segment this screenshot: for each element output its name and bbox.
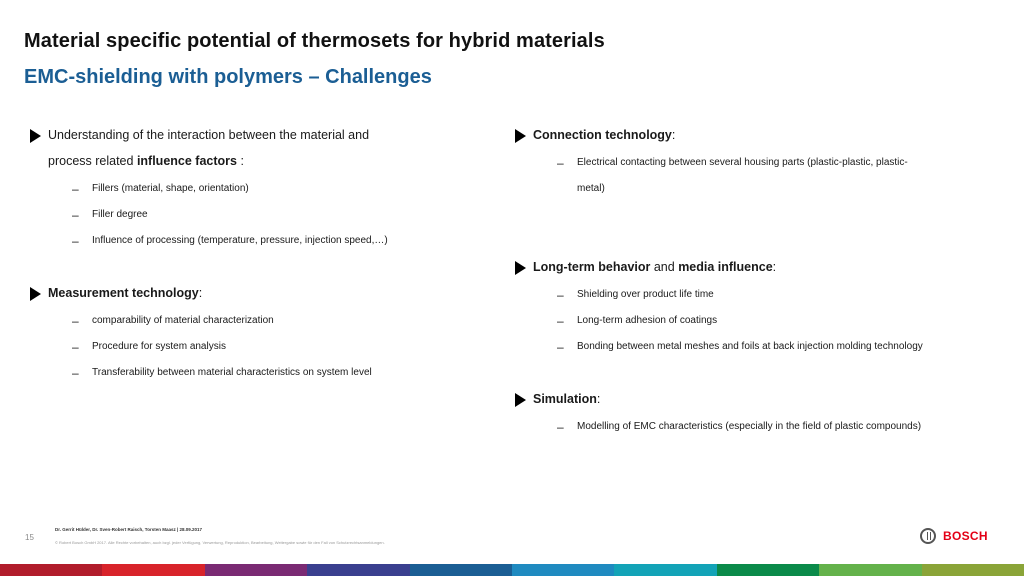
bosch-logo (920, 528, 988, 544)
logo-text: BOSCH (943, 529, 988, 543)
dash-icon: – (557, 156, 564, 170)
sub-item: – Shielding over product life time (511, 282, 991, 308)
color-bar-segment (205, 564, 307, 576)
sub-item: – Influence of processing (temperature, pressure, injection speed,…) (26, 228, 466, 254)
triangle-bullet-icon (515, 393, 526, 407)
page-number: 15 (25, 533, 34, 542)
triangle-bullet-icon (30, 129, 41, 143)
color-bar-segment (717, 564, 819, 576)
bullet-connection: Connection technology: – Electrical contacting between several housing parts (plastic-plastic, plastic- metal) (511, 122, 991, 202)
sub-item: – Filler degree (26, 202, 466, 228)
color-bar-segment (922, 564, 1024, 576)
dash-icon: – (72, 234, 79, 248)
dash-icon: – (557, 340, 564, 354)
footer-authors: Dr. Gerrit Hülder, Dr. Sven-Robert Raisch, Torsten Maasz | 28.09.2017 (55, 527, 202, 532)
dash-icon: – (72, 340, 79, 354)
triangle-bullet-icon (515, 129, 526, 143)
dash-icon: – (72, 208, 79, 222)
color-bar-segment (614, 564, 716, 576)
dash-icon: – (72, 366, 79, 380)
color-bar-segment (410, 564, 512, 576)
sub-item: – Fillers (material, shape, orientation) (26, 176, 466, 202)
slide-subtitle: EMC-shielding with polymers – Challenges (24, 66, 432, 88)
color-bar-segment (0, 564, 102, 576)
dash-icon: – (72, 182, 79, 196)
color-bar-segment (512, 564, 614, 576)
sub-item: – Long-term adhesion of coatings (511, 308, 991, 334)
slide-title: Material specific potential of thermosets for hybrid materials (24, 30, 605, 52)
bullet-simulation: Simulation: – Modelling of EMC characteristics (especially in the field of plastic compounds) (511, 386, 991, 440)
bosch-armature-icon (920, 528, 936, 544)
sub-item: metal) (577, 183, 605, 194)
dash-icon: – (72, 314, 79, 328)
bullet-long-term: Long-term behavior and media influence: – Shielding over product life time – Long-term adhesion of coatings – Bonding between metal meshes and foils at back injection molding technology (511, 254, 991, 360)
brand-color-bar (0, 564, 1024, 576)
sub-item: – Electrical contacting between several housing parts (plastic-plastic, plastic- (511, 150, 991, 176)
sub-item: – Procedure for system analysis (26, 334, 466, 360)
color-bar-segment (819, 564, 921, 576)
dash-icon: – (557, 420, 564, 434)
color-bar-segment (102, 564, 204, 576)
bullet-measurement: Measurement technology: – comparability of material characterization – Procedure for system analysis – Transferability between material characteristics on system level (26, 280, 466, 386)
dash-icon: – (557, 288, 564, 302)
sub-item: – Bonding between metal meshes and foils at back injection molding technology (511, 334, 991, 360)
triangle-bullet-icon (30, 287, 41, 301)
sub-item: – comparability of material characterization (26, 308, 466, 334)
left-column (26, 122, 466, 412)
triangle-bullet-icon (515, 261, 526, 275)
bullet-interaction: Understanding of the interaction between the material and process related influence factors : – Fillers (material, shape, orientation) – Filler degree – Influence of processing (temperature, pressure, injection speed,…) (26, 122, 466, 254)
sub-item: – Modelling of EMC characteristics (especially in the field of plastic compounds) (511, 414, 991, 440)
sub-item: – Transferability between material characteristics on system level (26, 360, 466, 386)
footer-copyright: © Robert Bosch GmbH 2017. Alle Rechte vorbehalten, auch bzgl. jeder Verfügung, Verwertung, Reproduktion, Bearbeitung, Weitergabe sowie für den Fall von Schutzrechtsanmeldungen. (55, 540, 385, 545)
right-column (511, 122, 991, 466)
color-bar-segment (307, 564, 409, 576)
dash-icon: – (557, 314, 564, 328)
